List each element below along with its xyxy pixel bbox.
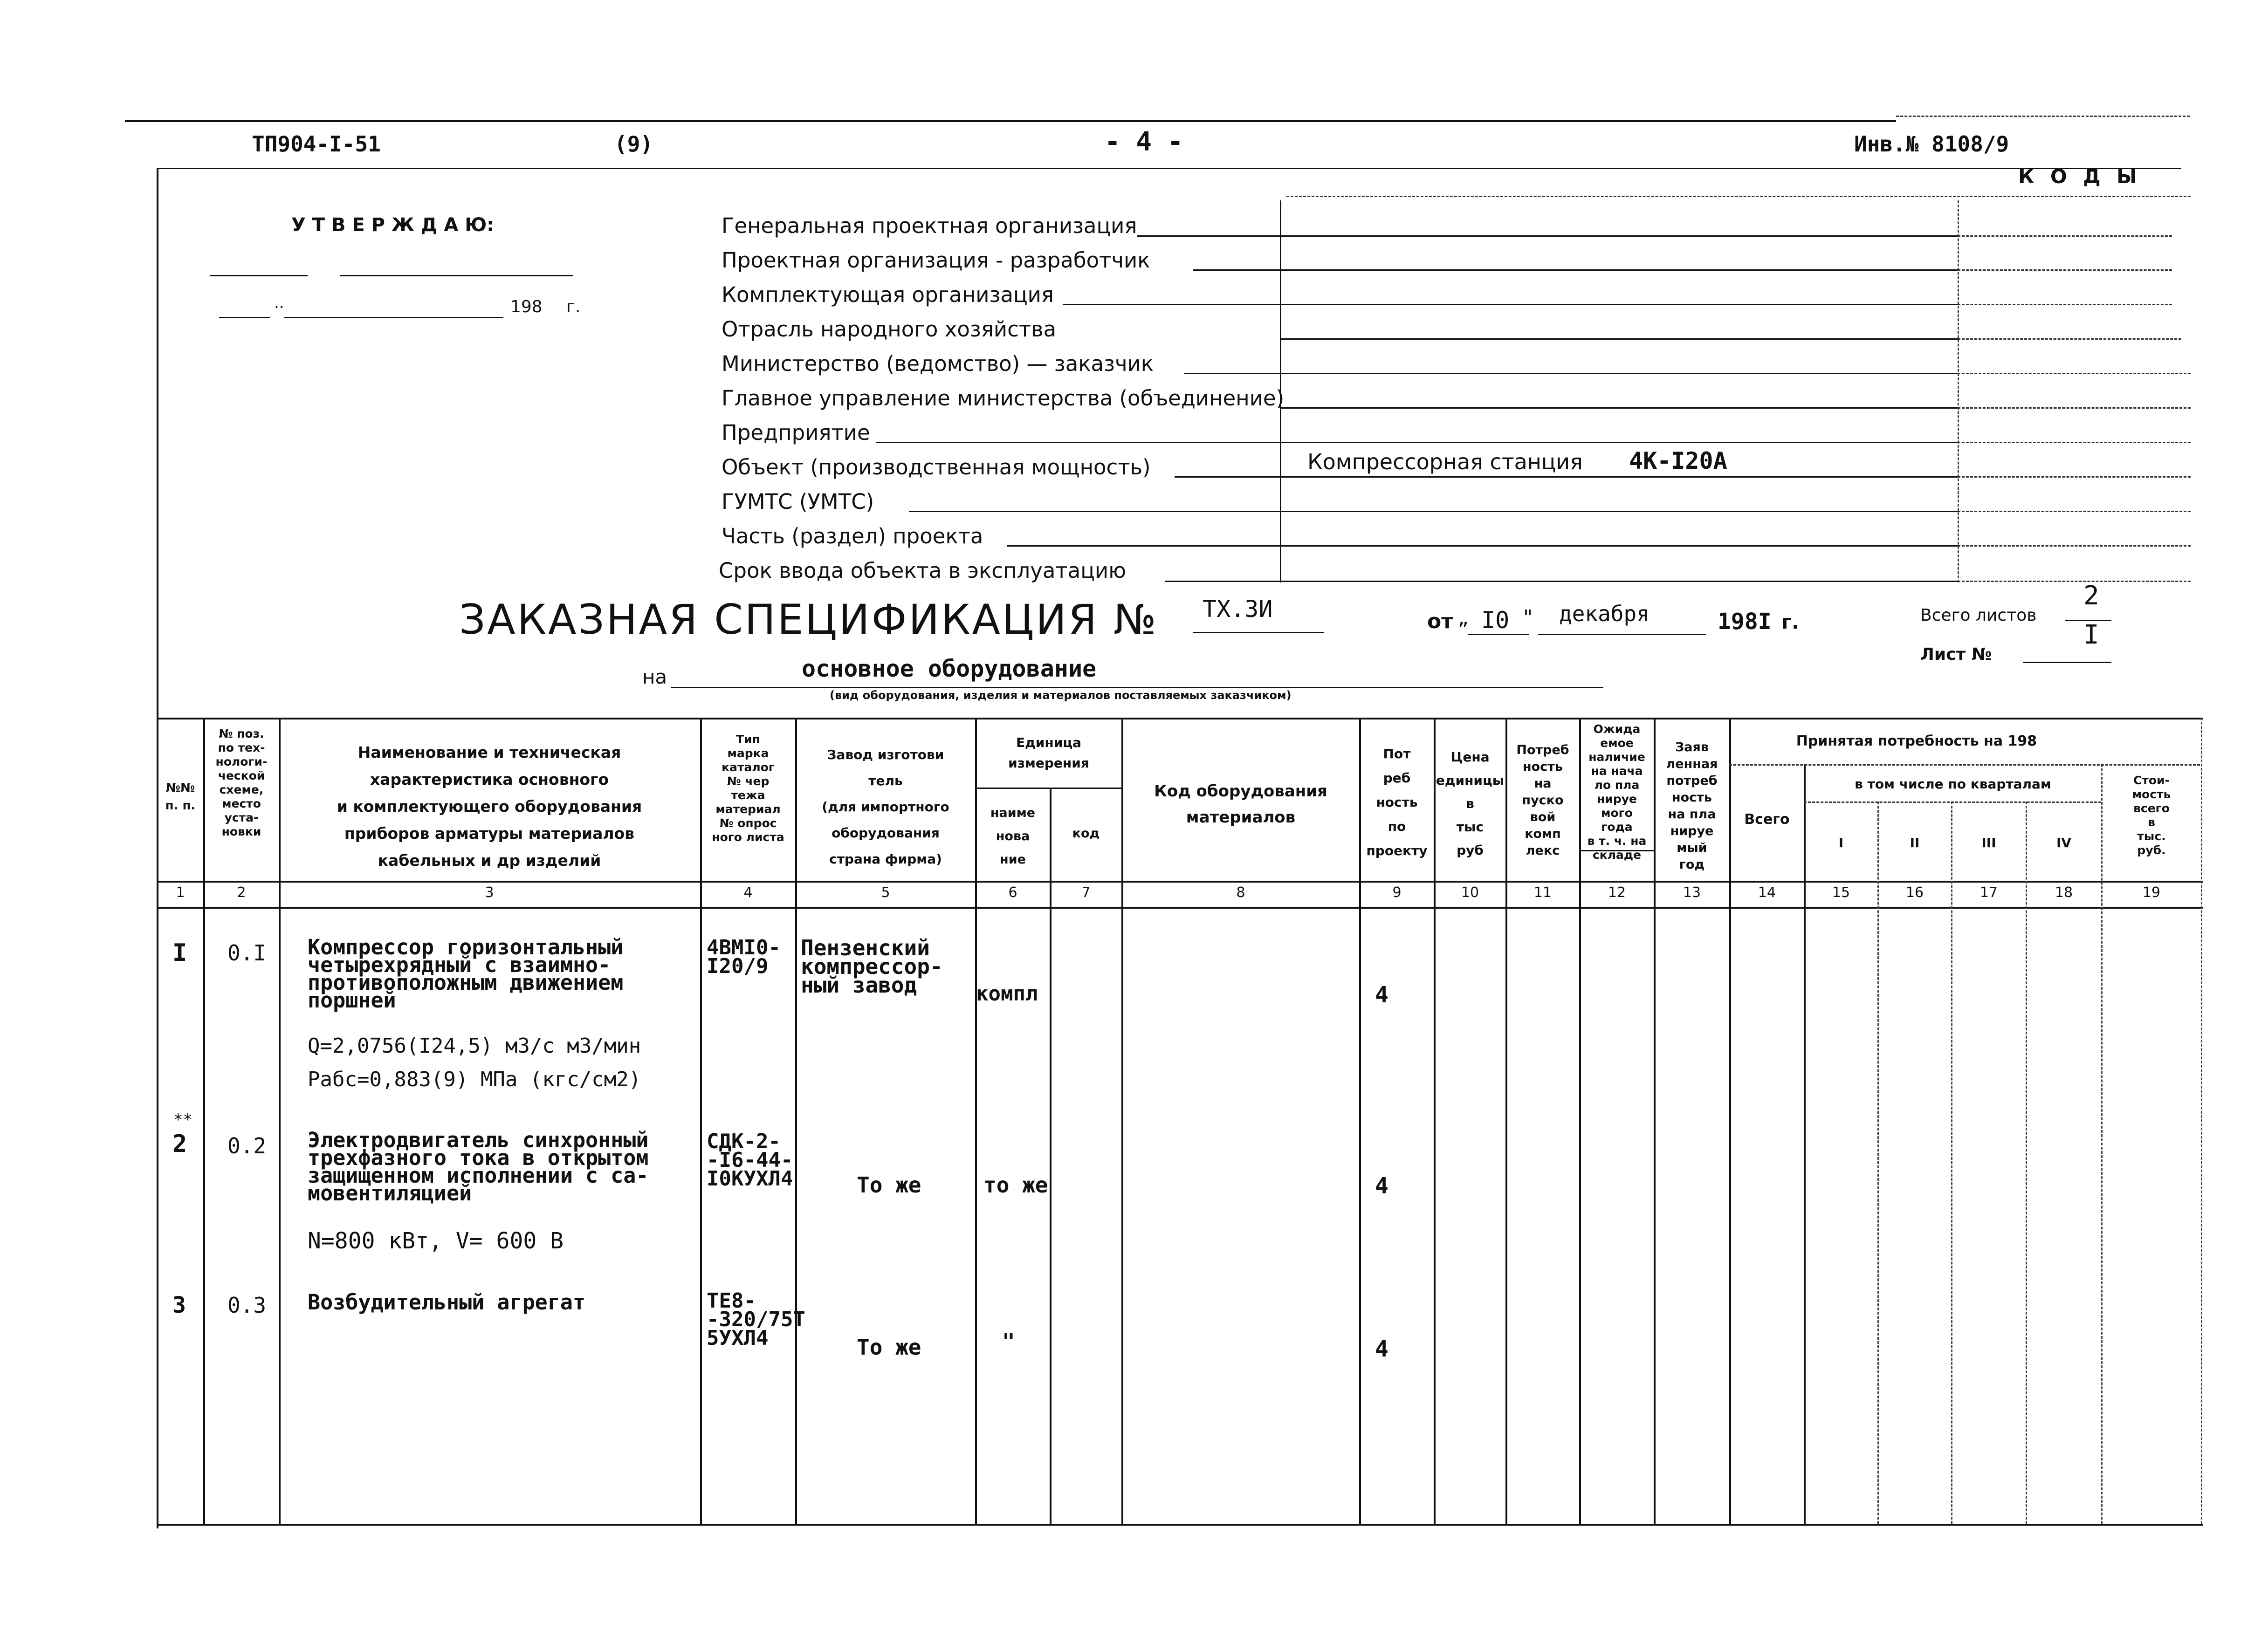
spec-on-label: на [642, 665, 667, 688]
th-q2: II [1910, 835, 1920, 850]
form-row-line-2 [1193, 269, 1958, 271]
th-unit-name: наиме нова ние [990, 806, 1036, 867]
form-label-gumts: ГУМТС (УМТС) [722, 489, 874, 514]
codes-dash-11 [1958, 581, 2191, 582]
th-q1: I [1838, 835, 1844, 850]
approve-date-line-1 [219, 317, 270, 318]
form-col-left [1280, 200, 1281, 582]
approve-date-line-2 [284, 317, 503, 318]
table-header-bottom [157, 881, 2203, 883]
codes-dash-9 [1958, 511, 2191, 512]
th-demand: Пот реб ность по проекту [1366, 746, 1428, 858]
th-q4: IV [2056, 835, 2072, 850]
frame-left [157, 168, 158, 1528]
form-label-object: Объект (производственная мощность) [722, 455, 1151, 480]
th-maker: Завод изготови тель (для импортного оборудования страна фирма) [822, 747, 949, 867]
approve-line-2 [340, 275, 573, 276]
codes-dash-5 [1958, 373, 2191, 374]
unit-subheader-line [975, 788, 1121, 789]
sheet-no-label: Лист № [1920, 645, 1992, 664]
col-div-19 [2201, 718, 2202, 1524]
codes-dash-3 [1958, 304, 2172, 305]
th-position: № поз. по тех- нологи- ческой схеме, место уста- новки [215, 727, 268, 838]
sheet-no: I [2083, 620, 2099, 650]
spec-subject-line [671, 687, 1603, 688]
form-row-line-11 [1165, 581, 1958, 582]
th-row-number: №№ п. п. [165, 781, 196, 813]
quarter-header-line-1 [1729, 764, 2200, 766]
spec-subject-caption: (вид оборудования, изделия и материалов поставляемых заказчиком) [830, 689, 1292, 702]
spec-month-line [1538, 634, 1706, 635]
approve-year: 198 [510, 297, 543, 316]
form-label-main-dept: Главное управление министерства (объединение) [722, 386, 1285, 411]
form-row-line-4 [1280, 338, 1958, 340]
col-num-19: 19 [2142, 884, 2161, 901]
form-label-enterprise: Предприятие [722, 420, 870, 445]
row-name: Электродвигатель синхронный трехфазного тока в открытом защищенном исполнении с са- мовентиляцией [308, 1128, 649, 1206]
col-num-4: 4 [743, 884, 753, 901]
row-position: 0.I [227, 940, 267, 966]
top-rule [125, 120, 1896, 122]
row-spec-1: Q=2,0756(I24,5) м3/с м3/мин [308, 1034, 641, 1058]
row-spec-2: Pабс=0,883(9) МПа (кгс/см2) [308, 1068, 641, 1091]
col-num-6: 6 [1008, 884, 1017, 901]
spec-date-quote-2: " [1523, 606, 1533, 630]
th-by-quarters: в том числе по кварталам [1855, 776, 2051, 792]
form-row-line-1 [1137, 235, 1958, 237]
form-col-right [1958, 200, 1959, 582]
sheets-total: 2 [2083, 581, 2099, 611]
col-div-14 [1804, 764, 1806, 1524]
col-num-18: 18 [2055, 884, 2073, 901]
spec-date-year-suffix: г. [1781, 610, 1799, 633]
th-unit-code: код [1072, 826, 1100, 841]
form-label-general-org: Генеральная проектная организация [722, 213, 1137, 238]
form-row-line-10 [1007, 545, 1958, 547]
approve-date-quote: .. [274, 294, 284, 312]
row-position: 0.3 [227, 1293, 267, 1318]
th-type: Тип марка каталог № чер тежа материал № опрос ного листа [712, 733, 784, 844]
col-div-18 [2101, 764, 2103, 1524]
row-spec-1: N=800 кВт, V= 600 В [308, 1228, 564, 1254]
col-num-7: 7 [1081, 884, 1091, 901]
spec-number: ТХ.3И [1203, 596, 1273, 623]
row-name: Возбудительный агрегат [308, 1290, 586, 1315]
form-row-line-5 [1184, 373, 1958, 374]
form-label-design-org: Проектная организация - разработчик [722, 248, 1150, 273]
col-num-8: 8 [1236, 884, 1245, 901]
th-name: Наименование и техническая характеристика основного и комплектующего оборудования приборов арматуры материалов кабельных и др изделий [337, 743, 642, 870]
sheet-no-line [2023, 662, 2111, 663]
col-div-16 [1951, 802, 1952, 1524]
th-cost: Стои- мость всего в тыс. руб. [2132, 774, 2171, 857]
spec-date-quote-1: „ [1458, 606, 1469, 630]
codes-dash-1 [1958, 235, 2172, 237]
row-position: 0.2 [227, 1133, 267, 1158]
inventory-number: Инв.№ 8108/9 [1854, 131, 2009, 157]
form-row-line-6 [1280, 407, 1958, 409]
col-num-12: 12 [1608, 884, 1626, 901]
row-maker: То же [857, 1335, 921, 1360]
row-maker: Пензенский компрессор- ный завод [801, 935, 943, 998]
table-bottom [157, 1524, 2203, 1526]
object-value-code: 4К-I20А [1629, 447, 1727, 474]
th-q3: III [1981, 835, 1996, 850]
codes-dash-10 [1958, 545, 2191, 547]
col-num-15: 15 [1832, 884, 1850, 901]
row-number: 3 [172, 1292, 186, 1318]
project-code: ТП904-I-51 [252, 131, 381, 157]
col-num-11: 11 [1533, 884, 1552, 901]
form-label-project-part: Часть (раздел) проекта [722, 524, 983, 548]
col-num-17: 17 [1979, 884, 1998, 901]
spec-subject: основное оборудование [802, 655, 1097, 682]
row-number: I [172, 939, 187, 967]
form-row-line-3 [1063, 304, 1958, 305]
approve-line-1 [210, 275, 308, 276]
spec-number-line [1193, 632, 1324, 633]
codes-label: К О Д Ы [2018, 165, 2142, 188]
th-accepted-demand: Принятая потребность на 198 [1796, 733, 2037, 749]
col-div-7 [1121, 718, 1123, 1524]
spec-day-line [1468, 634, 1529, 635]
form-label-deadline: Срок ввода объекта в эксплуатацию [719, 558, 1126, 583]
header-underline [158, 168, 2181, 169]
form-row-line-7 [876, 442, 1958, 443]
col-num-9: 9 [1392, 884, 1402, 901]
col-num-3: 3 [485, 884, 494, 901]
form-row-line-9 [909, 511, 1958, 512]
row-number: 2 [172, 1130, 187, 1158]
th-total: Всего [1744, 811, 1790, 828]
row-maker: То же [857, 1172, 921, 1198]
row-name: Компрессор горизонтальный четырехрядный с взаимно- противоположным движением поршней [308, 935, 624, 1013]
part-number: (9) [614, 131, 653, 157]
spec-title: ЗАКАЗНАЯ СПЕЦИФИКАЦИЯ № [459, 596, 1158, 644]
sheets-total-label: Всего листов [1920, 606, 2037, 625]
spec-date-year: 198I [1718, 609, 1772, 635]
th-declared-demand: Заяв ленная потреб ность на пла нируе мый год [1666, 740, 1718, 872]
form-label-industry: Отрасль народного хозяйства [722, 317, 1057, 342]
row-unit: то же [983, 1172, 1048, 1198]
col-num-14: 14 [1758, 884, 1776, 901]
row-type: СДК-2- -I6-44- I0КУХЛ4 [707, 1130, 793, 1191]
col-div-15 [1877, 802, 1879, 1524]
row-qty: 4 [1375, 1336, 1388, 1362]
th-expected-stock: Ожида емое наличие на нача ло пла нируе мого года в т. ч. на складе [1587, 722, 1647, 862]
row-type: ТЕ8- -320/75Т 5УХЛ4 [707, 1289, 805, 1350]
row-qty: 4 [1375, 1173, 1388, 1199]
codes-dash-8 [1958, 476, 2191, 478]
col-div-17 [2026, 802, 2027, 1524]
th-unit: Единица измерения [1008, 735, 1089, 771]
th-equipment-code: Код оборудования материалов [1154, 782, 1327, 827]
col-num-16: 16 [1905, 884, 1924, 901]
form-label-supply-org: Комплектующая организация [722, 282, 1054, 307]
col-num-5: 5 [881, 884, 890, 901]
object-value: Компрессорная станция [1307, 449, 1583, 474]
spec-date-month: декабря [1559, 601, 1649, 626]
quarter-header-line-2 [1804, 802, 2101, 803]
approve-title: У Т В Е Р Ж Д А Ю: [291, 214, 495, 236]
page-number: - 4 - [1105, 127, 1183, 157]
table-top [157, 718, 2203, 719]
col-num-10: 10 [1461, 884, 1479, 901]
col-num-13: 13 [1683, 884, 1701, 901]
row-unit: компл [976, 982, 1038, 1006]
col-num-2: 2 [237, 884, 246, 901]
codes-dash-6 [1958, 407, 2191, 409]
table-colnum-bottom [157, 907, 2203, 909]
codes-rule [1286, 196, 2191, 197]
th-price: Цена единицы в тыс руб [1436, 749, 1505, 858]
form-label-ministry: Министерство (ведомство) — заказчик [722, 351, 1154, 376]
row-type: 4ВМI0- I20/9 [707, 936, 781, 978]
spec-date-day: I0 [1481, 607, 1510, 634]
form-row-line-8 [1175, 476, 1958, 478]
top-rule-dashed [1896, 116, 2190, 117]
col-div-13 [1729, 718, 1731, 1524]
codes-dash-7 [1958, 442, 2191, 443]
row-qty: 4 [1375, 982, 1388, 1008]
th-startup-demand: Потреб ность на пуско вой комп лекс [1516, 743, 1569, 858]
spec-date-from: от [1427, 610, 1453, 633]
codes-dash-4 [1958, 338, 2181, 340]
approve-year-suffix: г. [566, 297, 581, 316]
row-unit: " [1002, 1329, 1015, 1354]
col-num-1: 1 [176, 884, 185, 901]
row-mark: ** [173, 1110, 192, 1129]
codes-dash-2 [1958, 269, 2172, 271]
